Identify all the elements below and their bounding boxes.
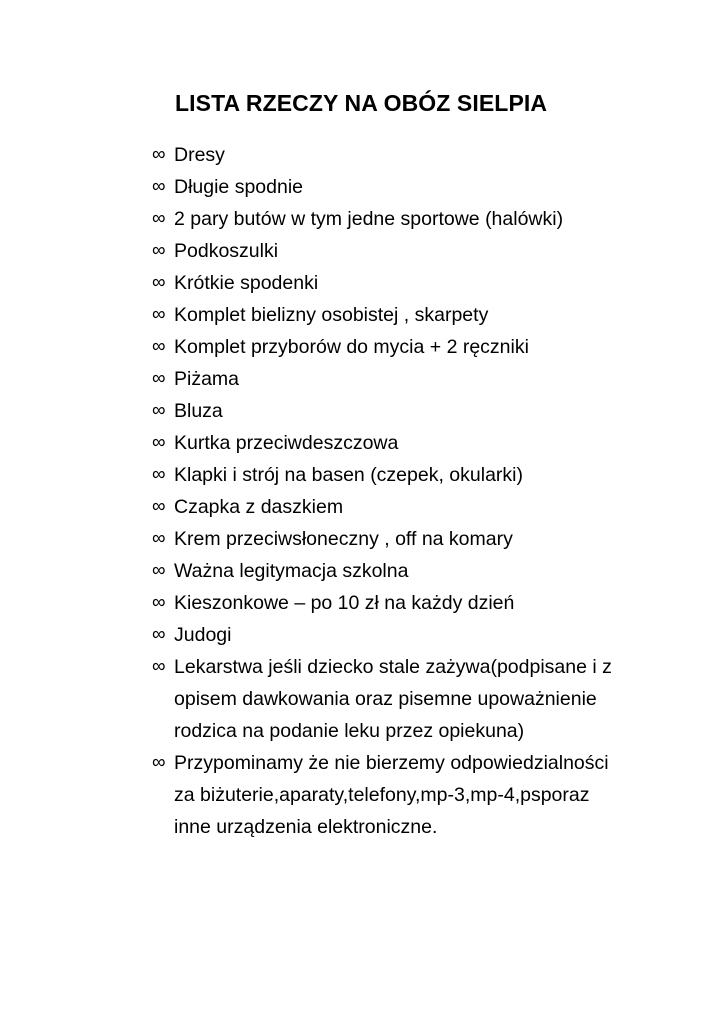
list-item-text: 2 pary butów w tym jedne sportowe (halówki) [174,208,564,230]
infinity-bullet-icon: ∞ [152,144,166,165]
list-item-text: Przypominamy że nie bierzemy odpowiedzialności za biżuterie,aparaty,telefony,mp-3,mp-4,psporaz inne urządzenia elektroniczne. [174,752,609,838]
list-item-text: Bluza [174,400,223,422]
infinity-bullet-icon: ∞ [152,624,166,645]
list-item [152,747,632,843]
list-item [152,651,632,747]
list-item-text: Długie spodnie [174,176,304,198]
infinity-bullet-icon: ∞ [152,336,166,357]
list-item-text: Czapka z daszkiem [174,496,344,518]
infinity-bullet-icon: ∞ [152,432,166,453]
infinity-bullet-icon: ∞ [152,176,166,197]
list-item-text: Kieszonkowe – po 10 zł na każdy dzień [174,592,515,614]
infinity-bullet-icon: ∞ [152,560,166,581]
list-item [152,459,632,491]
packing-list [152,139,632,843]
page-title: LISTA RZECZY NA OBÓZ SIELPIA [175,90,548,116]
list-item-text: Dresy [174,144,225,166]
list-item [152,203,632,235]
list-item-text: Komplet przyborów do mycia + 2 ręczniki [174,336,529,358]
infinity-bullet-icon: ∞ [152,400,166,421]
list-item [152,171,632,203]
infinity-bullet-icon: ∞ [152,272,166,293]
list-item [152,395,632,427]
list-item [152,235,632,267]
list-item [152,523,632,555]
infinity-bullet-icon: ∞ [152,208,166,229]
list-item [152,267,632,299]
list-item-text: Krem przeciwsłoneczny , off na komary [174,528,513,550]
list-item-text: Piżama [174,368,240,390]
list-item [152,299,632,331]
list-item [152,491,632,523]
list-item [152,331,632,363]
list-item-text: Lekarstwa jeśli dziecko stale zażywa(podpisane i z opisem dawkowania oraz pisemne upoważnienie rodzica na podanie leku przez opiekuna) [174,656,612,742]
infinity-bullet-icon: ∞ [152,752,166,773]
infinity-bullet-icon: ∞ [152,240,166,261]
infinity-bullet-icon: ∞ [152,592,166,613]
infinity-bullet-icon: ∞ [152,656,166,677]
list-item [152,427,632,459]
infinity-bullet-icon: ∞ [152,496,166,517]
list-item [152,619,632,651]
infinity-bullet-icon: ∞ [152,304,166,325]
infinity-bullet-icon: ∞ [152,528,166,549]
list-item-text: Ważna legitymacja szkolna [174,560,409,582]
list-item-text: Judogi [174,624,232,646]
infinity-bullet-icon: ∞ [152,368,166,389]
list-item [152,363,632,395]
list-item-text: Klapki i strój na basen (czepek, okularki) [174,464,523,486]
list-item-text: Kurtka przeciwdeszczowa [174,432,399,454]
list-item [152,139,632,171]
list-item [152,555,632,587]
list-item-text: Krótkie spodenki [174,272,319,294]
list-item [152,587,632,619]
list-item-text: Podkoszulki [174,240,279,262]
infinity-bullet-icon: ∞ [152,464,166,485]
list-item-text: Komplet bielizny osobistej , skarpety [174,304,489,326]
